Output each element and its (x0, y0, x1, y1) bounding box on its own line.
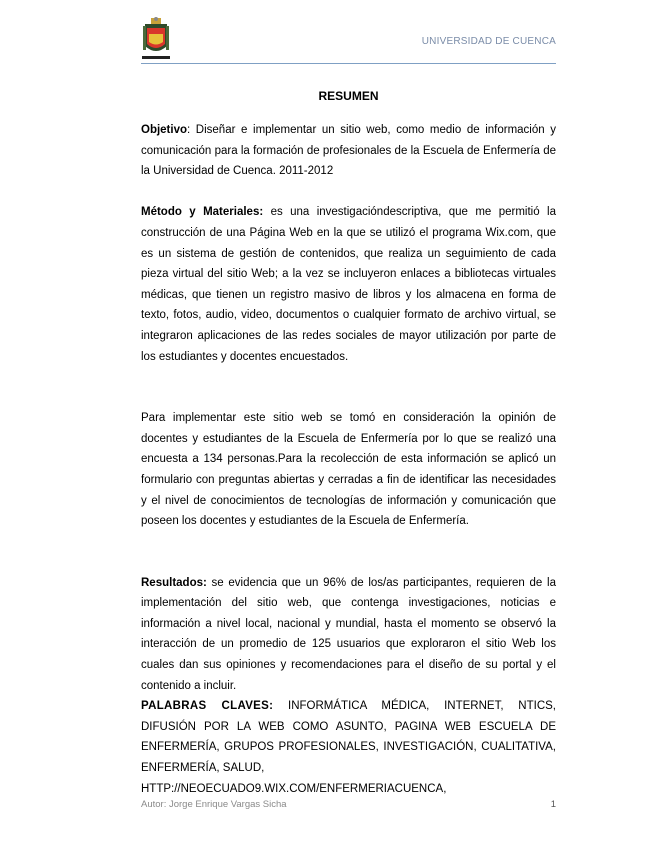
resultados-paragraph (141, 573, 556, 697)
footer-author: Autor: Jorge Enrique Vargas Sicha (141, 799, 287, 810)
resultados-text: se evidencia que un 96% de los/as participantes, requieren de la implementación del sitio web, que contenga investigaciones, noticias e información a nivel local, nacional y mundial, hasta el momento se observó la interacción de un promedio de 125 usuarios que exploraron el sitio Web los cuales dan sus opiniones y recomendaciones para el diseño de su portal y el contenido a incluir. (141, 576, 556, 692)
page-title: RESUMEN (318, 89, 379, 103)
page-number: 1 (550, 799, 556, 810)
document-body (141, 120, 556, 799)
page-header (141, 14, 556, 64)
university-crest-icon (141, 16, 171, 60)
header-divider (141, 63, 556, 64)
palabras-claves-url: HTTP://NEOECUADO9.WIX.COM/ENFERMERIACUENCA, (141, 782, 447, 795)
implementacion-paragraph: Para implementar este sitio web se tomó en consideración la opinión de docentes y estudiantes de la Escuela de Enfermería por lo que se realizó una encuesta a 134 personas.Para la recolección de esta información se aplicó un formulario con preguntas abiertas y cerradas a fin de identificar las necesidades y el nivel de conocimientos de tecnologías de información y comunicación que poseen los docentes y estudiantes de la Escuela de Enfermería. (141, 412, 556, 528)
resultados-label: Resultados: (141, 576, 207, 589)
university-name: UNIVERSIDAD DE CUENCA (421, 36, 556, 47)
objetivo-paragraph (141, 120, 556, 182)
page-footer (141, 799, 556, 813)
metodo-paragraph (141, 202, 556, 367)
objetivo-label: Objetivo (141, 124, 188, 136)
objetivo-text: : Diseñar e implementar un sitio web, como medio de información y comunicación para la formación de profesionales de la Escuela de Enfermería de la Universidad de Cuenca. 2011-2012 (141, 124, 556, 178)
palabras-claves-label: PALABRAS CLAVES: (141, 700, 274, 713)
metodo-label: Método y Materiales: (141, 206, 264, 219)
metodo-text: es una investigacióndescriptiva, que me permitió la construcción de una Página Web en la que se utilizó el programa Wix.com, que es un sistema de gestión de contenidos, que realiza un seguimiento de cada pieza virtual del sitio Web; a la vez se incluyeron enlaces a bibliotecas virtuales médicas, que tienen un registro masivo de libros y los almacena en forma de texto, fotos, audio, video, documentos o cualquier formato de archivo virtual, se integraron aplicaciones de las redes sociales de mayor utilización por parte de los estudiantes y docentes encuestados. (141, 206, 556, 363)
palabras-claves-paragraph (141, 696, 556, 778)
palabras-claves-text: INFORMÁTICA MÉDICA, INTERNET, NTICS, DIFUSIÓN POR LA WEB COMO ASUNTO, PAGINA WEB ESCUELA DE ENFERMERÍA, GRUPOS PROFESIONALES, INVESTIGACIÓN, CUALITATIVA, ENFERMERÍA, SALUD, (141, 700, 557, 775)
